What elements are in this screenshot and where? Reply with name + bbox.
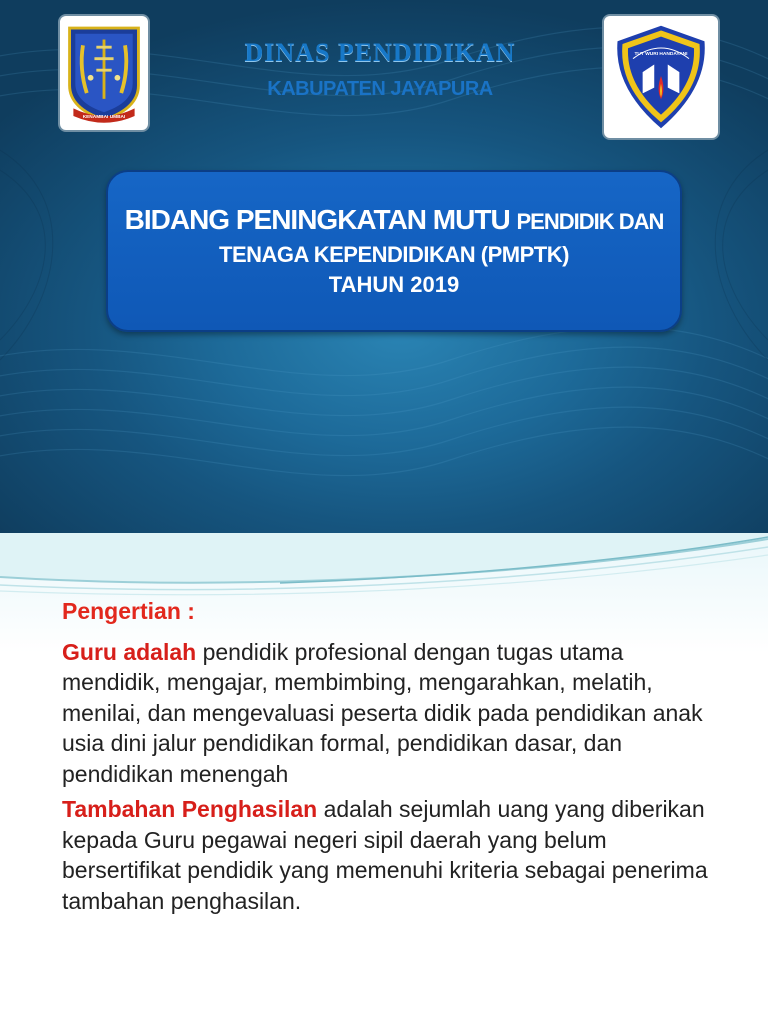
kabupaten-logo (58, 14, 150, 132)
title-line-1-main: BIDANG PENINGKATAN MUTU (124, 204, 510, 235)
definition-guru-text: pendidik profesional dengan tugas utama mendidik, mengajar, membimbing, mengarahkan, melatih, menilai, dan mengevaluasi peserta didik pada pendidikan anak usia dini jalur pendidikan formal, pendidikan dasar, dan pendidikan menengah (62, 638, 703, 787)
org-subtitle: KABUPATEN JAYAPURA (267, 78, 493, 100)
kabupaten-jayapura-emblem-icon (60, 16, 148, 130)
term-guru: Guru adalah (62, 638, 197, 665)
tut-wuri-handayani-emblem-icon (604, 16, 718, 138)
kemendikbud-logo (602, 14, 720, 140)
title-line-2: TENAGA KEPENDIDIKAN (PMPTK) (219, 242, 569, 267)
org-title: DINAS PENDIDIKAN (244, 38, 516, 67)
section-heading: Pengertian : (62, 598, 195, 624)
definition-guru (62, 637, 722, 790)
title-line-1 (108, 204, 680, 236)
slide-definitions (0, 533, 768, 1024)
definition-tambahan-penghasilan (62, 794, 722, 916)
title-line-3: TAHUN 2019 (328, 272, 460, 297)
title-box (106, 170, 682, 332)
definition-tambahan-penghasilan-text: adalah sejumlah uang yang diberikan kepada Guru pegawai negeri sipil daerah yang belum bersertifikat pendidik yang memenuhi kriteria sebagai penerima tambahan penghasilan. (62, 796, 708, 914)
left-logo-motto: KENAMBAI UMBAI (82, 114, 126, 120)
title-line-1-small: PENDIDIK DAN (516, 209, 664, 234)
term-tambahan-penghasilan: Tambahan Penghasilan (62, 796, 318, 822)
right-logo-motto: TUT WURI HANDAYANI (634, 51, 688, 57)
definitions-content (62, 596, 722, 921)
